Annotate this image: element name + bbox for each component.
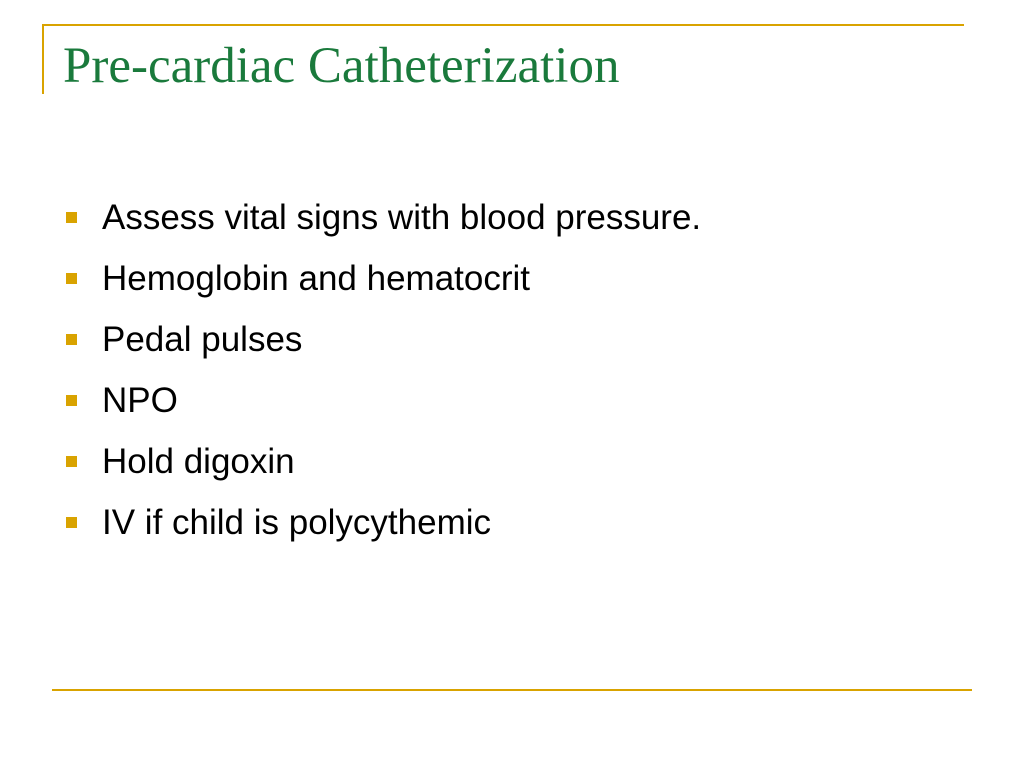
square-bullet-icon — [66, 334, 77, 345]
square-bullet-icon — [66, 395, 77, 406]
list-item — [66, 492, 701, 553]
frame-bottom-rule — [52, 689, 972, 691]
list-item — [66, 431, 701, 492]
bullet-text: Pedal pulses — [102, 319, 303, 359]
slide-title: Pre-cardiac Catheterization — [63, 38, 620, 94]
list-item — [66, 370, 701, 431]
bullet-text: Assess vital signs with blood pressure. — [102, 197, 702, 237]
bullet-text: IV if child is polycythemic — [102, 502, 492, 542]
bullet-text: NPO — [102, 380, 178, 420]
bullet-list — [66, 187, 701, 553]
bullet-text: Hold digoxin — [102, 441, 295, 481]
frame-left-rule — [42, 24, 44, 94]
square-bullet-icon — [66, 456, 77, 467]
square-bullet-icon — [66, 212, 77, 223]
square-bullet-icon — [66, 517, 77, 528]
list-item — [66, 248, 701, 309]
frame-top-rule — [42, 24, 964, 26]
bullet-text: Hemoglobin and hematocrit — [102, 258, 531, 298]
list-item — [66, 309, 701, 370]
square-bullet-icon — [66, 273, 77, 284]
list-item — [66, 187, 701, 248]
